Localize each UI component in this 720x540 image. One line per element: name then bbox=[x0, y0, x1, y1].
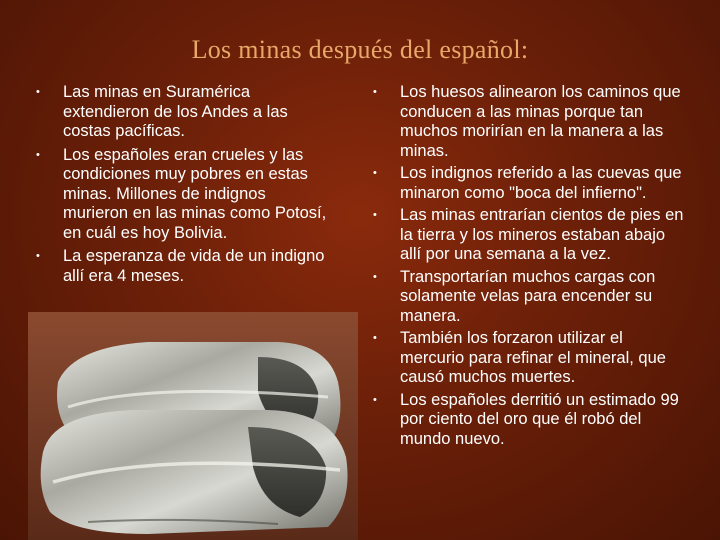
bullet-icon: • bbox=[36, 250, 40, 262]
bullet-item bbox=[373, 83, 685, 161]
bullet-icon: • bbox=[36, 148, 40, 161]
bullet-item bbox=[373, 390, 685, 450]
bullet-icon: • bbox=[373, 270, 377, 283]
bullet-icon: • bbox=[373, 209, 377, 221]
bullet-item bbox=[36, 247, 328, 286]
bullet-text: Los huesos alinearon los caminos que conducen a las minas porque tan muchos morirían en la manera a las minas. bbox=[400, 83, 681, 160]
bullet-text: Los españoles eran crueles y las condiciones muy pobres en estas minas. Millones de indignos murieron en las minas como Potosí, en cuál es hoy Bolivia. bbox=[63, 145, 327, 242]
bullet-icon: • bbox=[373, 167, 377, 179]
bullet-text: También los forzaron utilizar el mercurio para refinar el mineral, que causó muchos muertes. bbox=[400, 329, 666, 386]
bullet-item bbox=[373, 267, 685, 327]
bullet-text: Los españoles derritió un estimado 99 por ciento del oro que él robó del mundo nuevo. bbox=[400, 390, 679, 448]
left-bullet-list bbox=[36, 83, 328, 290]
bullet-item bbox=[373, 164, 685, 203]
bullet-icon: • bbox=[36, 86, 40, 98]
bullet-icon: • bbox=[373, 393, 377, 406]
bullet-text: La esperanza de vida de un indigno allí era 4 meses. bbox=[63, 247, 325, 285]
metal-stirrups-image bbox=[28, 312, 358, 540]
bullet-icon: • bbox=[373, 86, 377, 98]
bullet-icon: • bbox=[373, 332, 377, 344]
bullet-item bbox=[36, 145, 328, 244]
bullet-text: Los indignos referido a las cuevas que minaron como "boca del infierno". bbox=[400, 164, 682, 202]
bullet-text: Las minas en Suramérica extendieron de los Andes a las costas pacíficas. bbox=[63, 83, 288, 140]
bullet-item bbox=[36, 83, 328, 142]
bullet-text: Las minas entrarían cientos de pies en la tierra y los mineros estaban abajo allí por una semana a la vez. bbox=[400, 206, 684, 263]
bullet-text: Transportarían muchos cargas con solamente velas para encender su manera. bbox=[400, 267, 656, 325]
slide-title: Los minas después del español: bbox=[191, 35, 529, 64]
bullet-item bbox=[373, 329, 685, 388]
right-bullet-list bbox=[373, 83, 685, 452]
bullet-item bbox=[373, 206, 685, 265]
